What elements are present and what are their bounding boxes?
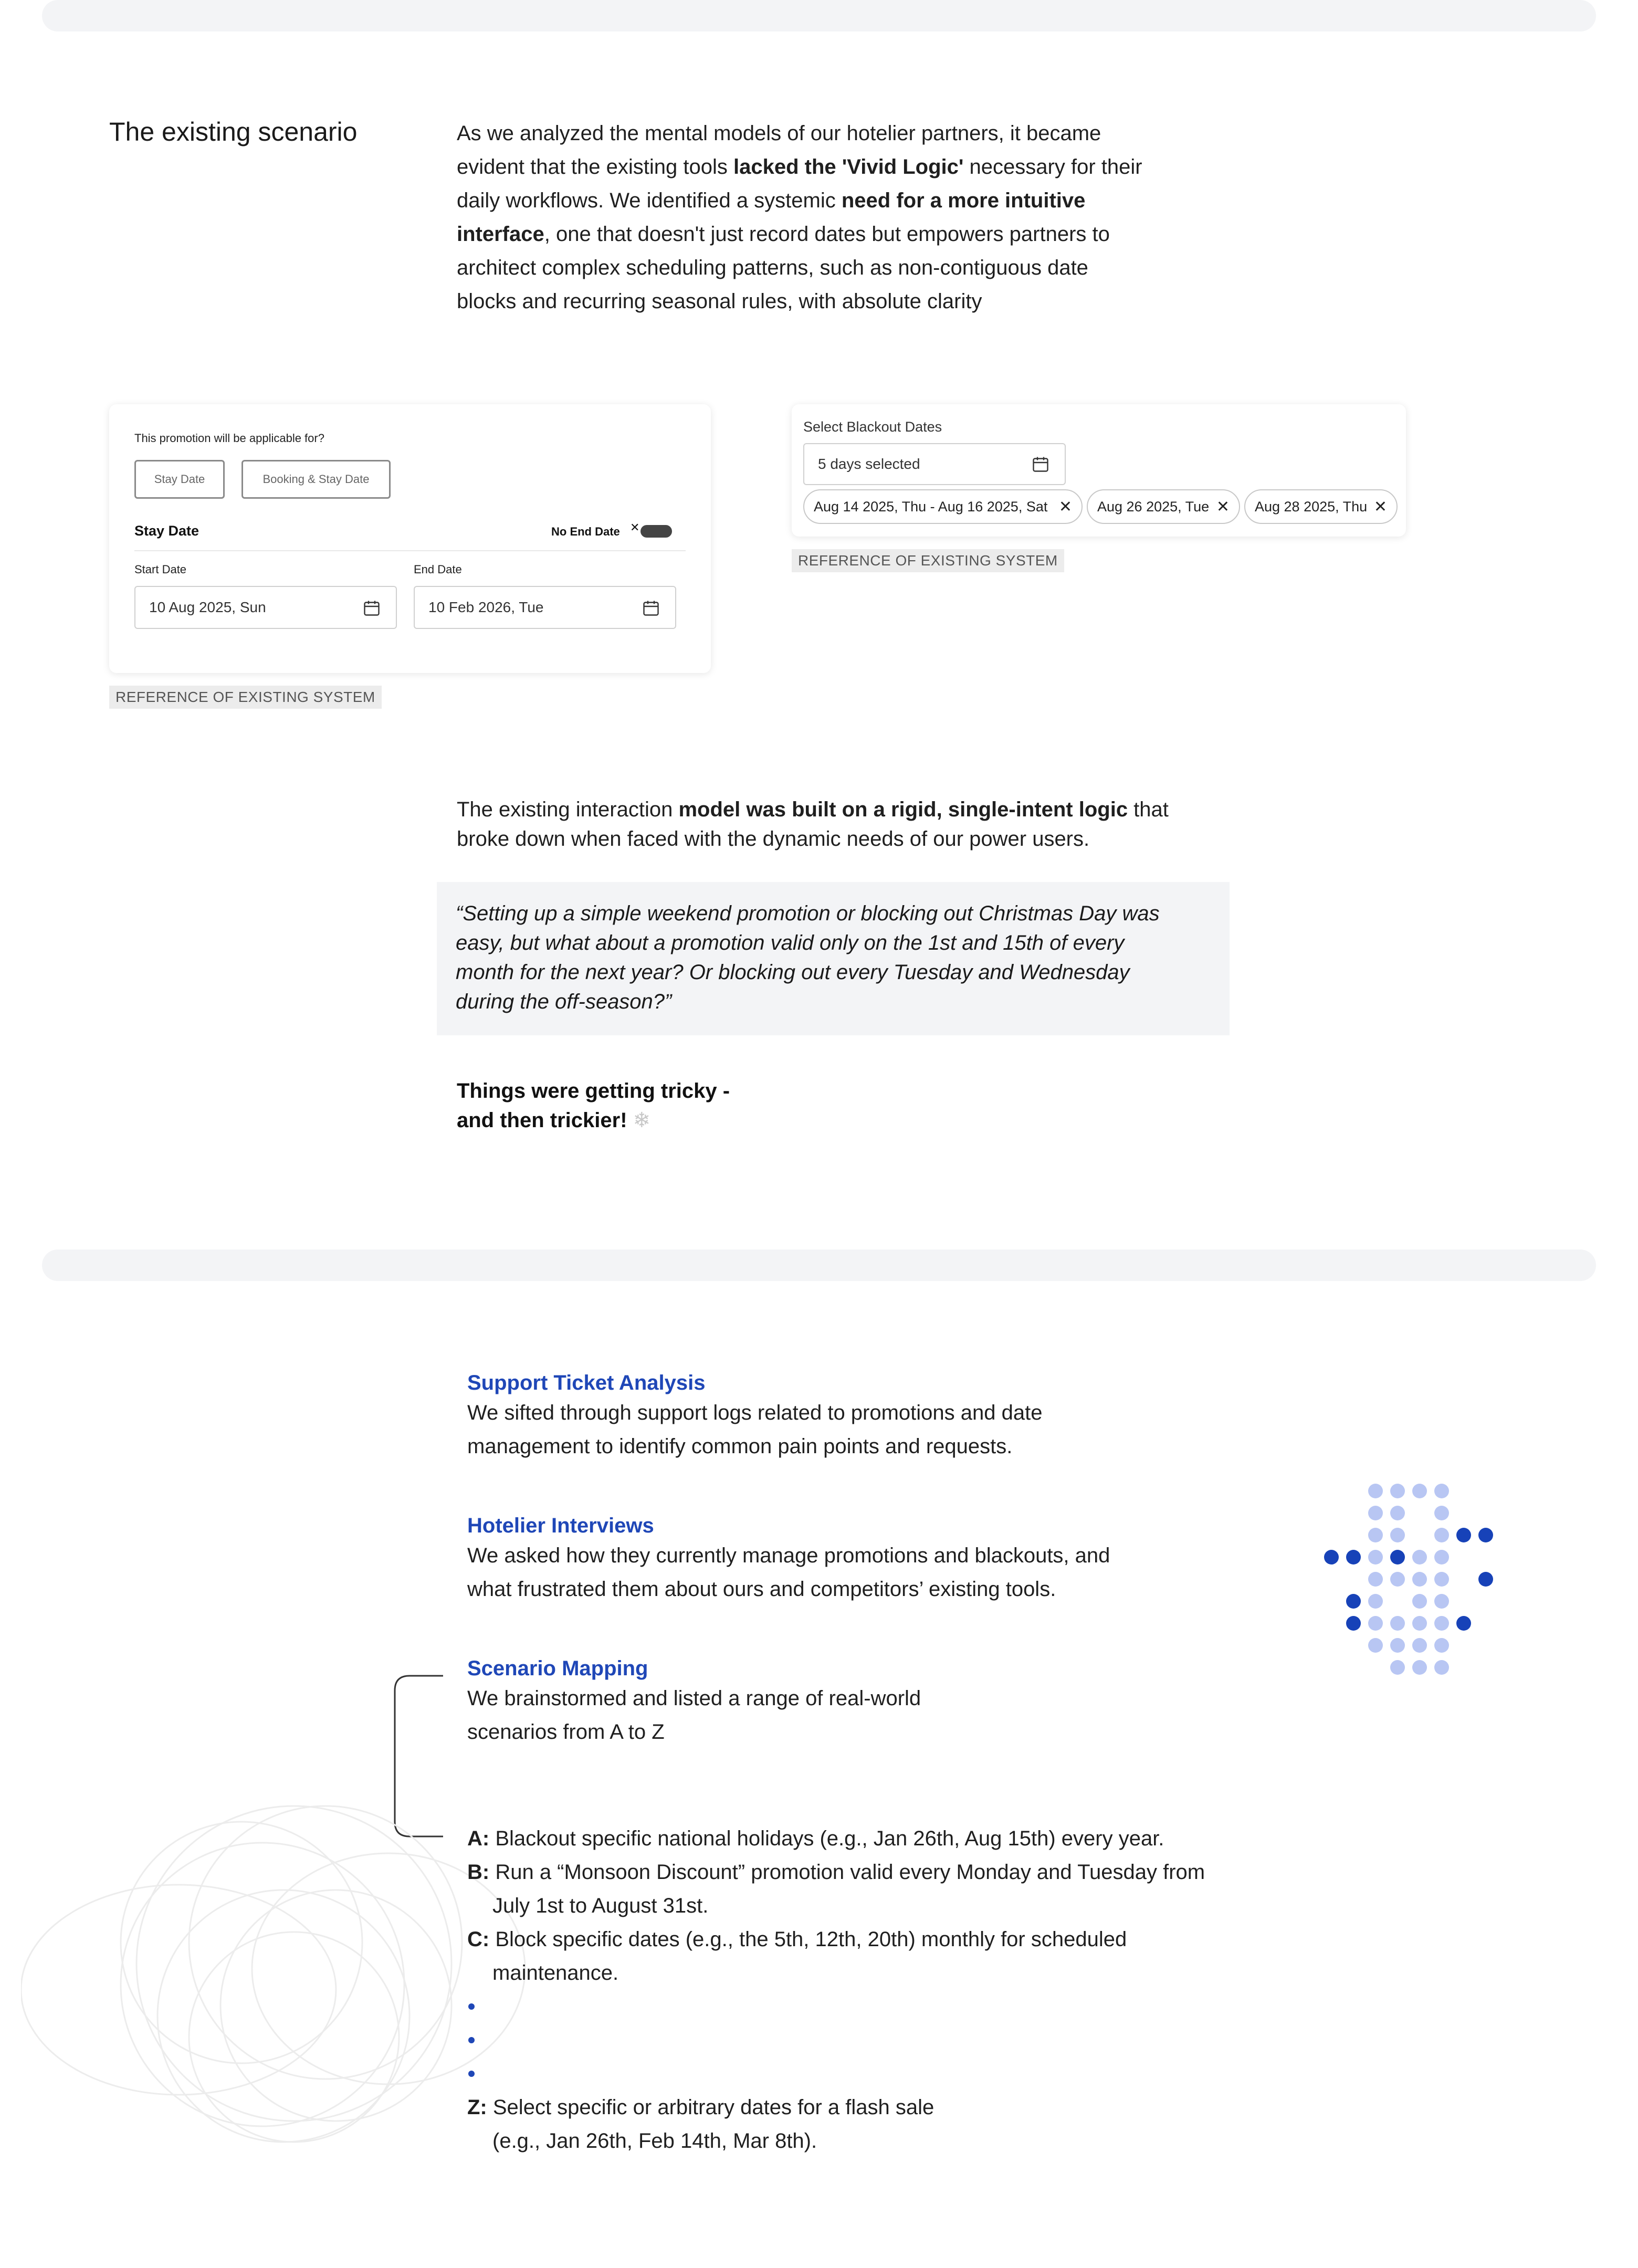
calendar-icon bbox=[1031, 455, 1050, 474]
start-date-label: Start Date bbox=[134, 563, 187, 576]
scenario-list bbox=[467, 1822, 1307, 2158]
grid-dot bbox=[1412, 1616, 1427, 1631]
grid-dot bbox=[1390, 1572, 1405, 1587]
grid-dot bbox=[1390, 1506, 1405, 1520]
grid-dot bbox=[1390, 1484, 1405, 1498]
grid-dot bbox=[1368, 1616, 1383, 1631]
scenario-title: Scenario Mapping bbox=[467, 1657, 648, 1680]
scenario-item bbox=[467, 2091, 1307, 2158]
scenario-line: Z: Select specific or arbitrary dates for a flash sale bbox=[467, 2096, 934, 2119]
grid-dot bbox=[1412, 1484, 1427, 1498]
ellipsis-row bbox=[467, 2057, 1307, 2091]
blackout-chip[interactable] bbox=[1087, 489, 1240, 524]
grid-dot bbox=[1368, 1484, 1383, 1498]
support-ticket-block bbox=[467, 1371, 1255, 1463]
grid-dot bbox=[1346, 1550, 1361, 1564]
quote-line: during the off-season?” bbox=[456, 990, 672, 1013]
calendar-icon bbox=[362, 598, 381, 617]
quote-line: “Setting up a simple weekend promotion or blocking out Christmas Day was bbox=[456, 902, 1160, 925]
grid-dot bbox=[1434, 1572, 1449, 1587]
toggle-x-icon: ✕ bbox=[630, 521, 640, 534]
quote-line: month for the next year? Or blocking out every Tuesday and Wednesday bbox=[456, 961, 1130, 984]
text-run: that bbox=[1128, 798, 1169, 821]
intro-line: As we analyzed the mental models of our hotelier partners, it became bbox=[457, 122, 1101, 145]
grid-dot bbox=[1434, 1528, 1449, 1542]
section-divider-middle bbox=[42, 1250, 1596, 1281]
grid-dot bbox=[1456, 1616, 1471, 1631]
end-date-value: 10 Feb 2026, Tue bbox=[428, 599, 544, 615]
intro-line: evident that the existing tools lacked the 'Vivid Logic' necessary for their bbox=[457, 155, 1142, 178]
text-run: broke down when faced with the dynamic needs of our power users. bbox=[457, 827, 1090, 850]
end-date-field[interactable] bbox=[414, 586, 676, 629]
support-title: Support Ticket Analysis bbox=[467, 1371, 706, 1394]
snowflake-icon: ❄ bbox=[633, 1109, 651, 1132]
ellipsis-row bbox=[467, 2023, 1307, 2057]
scenario-item bbox=[467, 1855, 1307, 1923]
calendar-icon bbox=[642, 598, 660, 617]
grid-dot bbox=[1346, 1594, 1361, 1609]
grid-dot bbox=[1434, 1506, 1449, 1520]
hotelier-line: what frustrated them about ours and competitors’ existing tools. bbox=[467, 1578, 1056, 1601]
intro-paragraph bbox=[457, 117, 1244, 318]
tricky-callout bbox=[457, 1076, 730, 1135]
scenario-item bbox=[467, 1923, 1307, 1990]
scenario-line: scenarios from A to Z bbox=[467, 1720, 665, 1744]
remove-chip-icon[interactable]: ✕ bbox=[1216, 498, 1230, 516]
grid-dot bbox=[1368, 1638, 1383, 1653]
blackout-field-value: 5 days selected bbox=[818, 456, 920, 472]
grid-dot bbox=[1368, 1506, 1383, 1520]
grid-dot bbox=[1368, 1594, 1383, 1609]
callout-line: Things were getting tricky - bbox=[457, 1079, 730, 1102]
bold-run: model was built on a rigid, single-intent logic bbox=[678, 798, 1128, 821]
grid-dot bbox=[1390, 1528, 1405, 1542]
chip-label: Aug 28 2025, Thu bbox=[1255, 498, 1368, 514]
grid-dot bbox=[1434, 1594, 1449, 1609]
callout-line: and then trickier! bbox=[457, 1109, 627, 1132]
grid-dot bbox=[1456, 1528, 1471, 1542]
grid-dot bbox=[1434, 1616, 1449, 1631]
blackout-chip[interactable] bbox=[803, 489, 1083, 524]
scenario-key: Z: bbox=[467, 2096, 487, 2119]
scenario-key: C: bbox=[467, 1928, 490, 1951]
grid-dot bbox=[1412, 1594, 1427, 1609]
start-date-field[interactable] bbox=[134, 586, 397, 629]
scenario-line: maintenance. bbox=[492, 1961, 619, 1984]
support-line: We sifted through support logs related to promotions and date bbox=[467, 1401, 1043, 1424]
dot-grid-graphic bbox=[1302, 1470, 1512, 1701]
grid-dot bbox=[1368, 1550, 1383, 1564]
remove-chip-icon[interactable]: ✕ bbox=[1058, 498, 1072, 516]
no-end-date-toggle[interactable] bbox=[630, 523, 673, 540]
bold-run: need for a more intuitive bbox=[841, 189, 1086, 212]
blackout-label: Select Blackout Dates bbox=[803, 419, 942, 435]
grid-dot bbox=[1434, 1550, 1449, 1564]
grid-dot bbox=[1390, 1550, 1405, 1564]
ellipsis-dot bbox=[468, 2003, 475, 2010]
grid-dot bbox=[1478, 1572, 1493, 1587]
interaction-paragraph bbox=[457, 795, 1244, 854]
grid-dot bbox=[1434, 1638, 1449, 1653]
end-date-label: End Date bbox=[414, 563, 462, 576]
grid-dot bbox=[1346, 1616, 1361, 1631]
ellipsis-dot bbox=[468, 2071, 475, 2077]
reference-tag: REFERENCE OF EXISTING SYSTEM bbox=[109, 686, 382, 709]
scenario-line: (e.g., Jan 26th, Feb 14th, Mar 8th). bbox=[492, 2129, 817, 2152]
blackout-dates-field[interactable] bbox=[803, 443, 1066, 485]
toggle-track bbox=[640, 525, 672, 538]
scenario-line: July 1st to August 31st. bbox=[492, 1894, 709, 1917]
scenario-line: C: Block specific dates (e.g., the 5th, 12th, 20th) monthly for scheduled bbox=[467, 1928, 1127, 1951]
intro-line: interface, one that doesn't just record dates but empowers partners to bbox=[457, 223, 1110, 246]
grid-dot bbox=[1390, 1616, 1405, 1631]
no-end-date-label: No End Date bbox=[551, 525, 620, 538]
stay-date-option[interactable]: Stay Date bbox=[134, 460, 225, 499]
hotelier-line: We asked how they currently manage promotions and blackouts, and bbox=[467, 1544, 1110, 1567]
blackout-card bbox=[792, 404, 1406, 537]
card-divider bbox=[134, 550, 686, 551]
applicable-question: This promotion will be applicable for? bbox=[134, 432, 324, 445]
ellipsis-dot bbox=[468, 2037, 475, 2043]
intro-line: architect complex scheduling patterns, such as non-contiguous date bbox=[457, 256, 1088, 279]
user-quote bbox=[437, 882, 1230, 1035]
bold-run: lacked the 'Vivid Logic' bbox=[733, 155, 964, 178]
ellipsis-row bbox=[467, 1990, 1307, 2023]
reference-tag: REFERENCE OF EXISTING SYSTEM bbox=[792, 549, 1064, 572]
section-divider-top bbox=[42, 0, 1596, 32]
support-line: management to identify common pain points and requests. bbox=[467, 1435, 1013, 1458]
grid-dot bbox=[1368, 1528, 1383, 1542]
scenario-line: A: Blackout specific national holidays (e.g., Jan 26th, Aug 15th) every year. bbox=[467, 1827, 1164, 1850]
grid-dot bbox=[1434, 1484, 1449, 1498]
scenario-line: B: Run a “Monsoon Discount” promotion valid every Monday and Tuesday from bbox=[467, 1861, 1205, 1884]
grid-dot bbox=[1434, 1660, 1449, 1675]
hotelier-interviews-block bbox=[467, 1514, 1255, 1606]
grid-dot bbox=[1412, 1550, 1427, 1564]
intro-line: blocks and recurring seasonal rules, with absolute clarity bbox=[457, 290, 982, 313]
grid-dot bbox=[1368, 1572, 1383, 1587]
bold-run: interface bbox=[457, 223, 544, 246]
scenario-key: A: bbox=[467, 1827, 490, 1850]
grid-dot bbox=[1390, 1638, 1405, 1653]
grid-dot bbox=[1412, 1572, 1427, 1587]
scenario-item bbox=[467, 1822, 1307, 1855]
start-date-value: 10 Aug 2025, Sun bbox=[149, 599, 266, 615]
scenario-mapping-block bbox=[467, 1657, 1255, 1749]
stay-date-label: Stay Date bbox=[134, 523, 200, 539]
grid-dot bbox=[1324, 1550, 1339, 1564]
blackout-chip[interactable] bbox=[1244, 489, 1398, 524]
section-heading: The existing scenario bbox=[109, 117, 358, 146]
grid-dot bbox=[1390, 1660, 1405, 1675]
chip-label: Aug 14 2025, Thu - Aug 16 2025, Sat bbox=[814, 498, 1048, 514]
quote-line: easy, but what about a promotion valid only on the 1st and 15th of every bbox=[456, 931, 1125, 954]
hotelier-title: Hotelier Interviews bbox=[467, 1514, 654, 1537]
booking-stay-date-option[interactable]: Booking & Stay Date bbox=[242, 460, 391, 499]
grid-dot bbox=[1412, 1638, 1427, 1653]
grid-dot bbox=[1412, 1660, 1427, 1675]
scenario-key: B: bbox=[467, 1861, 490, 1884]
remove-chip-icon[interactable]: ✕ bbox=[1373, 498, 1387, 516]
chip-label: Aug 26 2025, Tue bbox=[1097, 498, 1210, 514]
promotion-card bbox=[109, 404, 711, 673]
scenario-line: We brainstormed and listed a range of real-world bbox=[467, 1687, 921, 1710]
intro-line: daily workflows. We identified a systemic need for a more intuitive bbox=[457, 189, 1086, 212]
grid-dot bbox=[1478, 1528, 1493, 1542]
text-run: The existing interaction bbox=[457, 798, 679, 821]
